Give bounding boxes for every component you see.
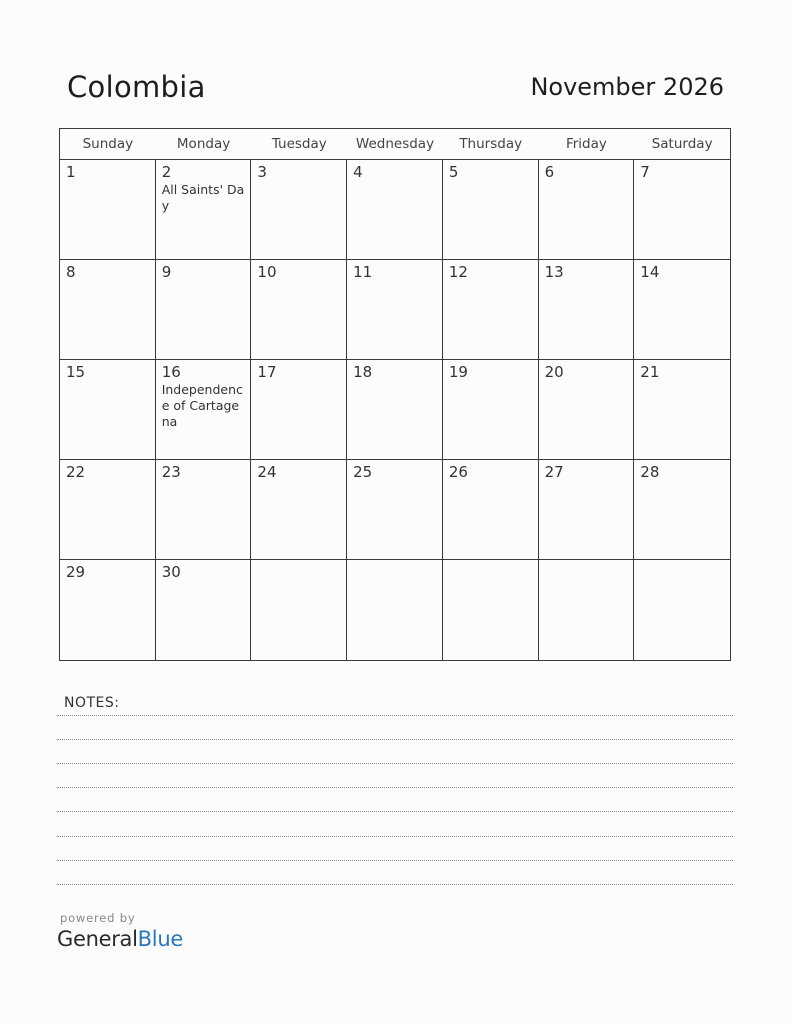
note-line [57, 884, 733, 885]
note-line [57, 811, 733, 812]
day-number: 15 [66, 363, 86, 381]
day-cell [634, 460, 730, 560]
empty-day-cell [251, 560, 347, 660]
day-number: 19 [448, 363, 468, 381]
note-line [57, 739, 733, 740]
day-number: 23 [161, 463, 181, 481]
day-cell [251, 260, 347, 360]
day-cell [60, 160, 156, 260]
day-cell [539, 360, 635, 460]
day-cell [634, 260, 730, 360]
day-cell [443, 160, 539, 260]
weekday-wednesday: Wednesday [355, 136, 435, 152]
month-year-title: November 2026 [530, 73, 724, 101]
note-line [57, 860, 733, 861]
day-cell [156, 460, 252, 560]
day-number: 27 [544, 463, 564, 481]
day-number: 6 [544, 163, 555, 181]
brand-logo-blue: Blue [137, 927, 183, 951]
day-cell [443, 460, 539, 560]
day-cell [539, 160, 635, 260]
day-number: 9 [161, 263, 172, 281]
day-number: 14 [640, 263, 660, 281]
day-cell [347, 360, 443, 460]
day-cell [347, 260, 443, 360]
day-cell [251, 160, 347, 260]
day-cell [634, 360, 730, 460]
empty-day-cell [443, 560, 539, 660]
day-cell [539, 260, 635, 360]
day-number: 7 [640, 163, 650, 181]
note-line [57, 715, 733, 716]
day-number: 1 [66, 163, 76, 181]
weekday-sunday: Sunday [82, 136, 134, 152]
day-cell [443, 360, 539, 460]
weekday-tuesday: Tuesday [271, 136, 327, 152]
day-number: 16 [161, 363, 181, 381]
day-number: 12 [448, 263, 468, 281]
day-cell [60, 360, 156, 460]
day-number: 21 [640, 363, 660, 381]
day-cell [156, 160, 252, 260]
calendar-body [60, 160, 730, 660]
day-cell [156, 260, 252, 360]
day-cell [443, 260, 539, 360]
day-cell [347, 460, 443, 560]
day-cell [156, 360, 252, 460]
day-number: 18 [353, 363, 373, 381]
day-number: 5 [448, 163, 459, 181]
day-number: 30 [161, 563, 181, 581]
powered-by-text: powered by [60, 911, 136, 925]
day-cell [347, 160, 443, 260]
day-number: 22 [66, 463, 86, 481]
weekday-thursday: Thursday [459, 136, 523, 152]
weekday-friday: Friday [565, 136, 607, 152]
day-cell [60, 560, 156, 660]
day-cell [539, 460, 635, 560]
day-number: 24 [257, 463, 277, 481]
weekday-monday: Monday [176, 136, 231, 152]
holiday-label: All Saints' Day [161, 182, 245, 213]
day-number: 11 [353, 263, 373, 281]
day-number: 25 [353, 463, 373, 481]
empty-day-cell [347, 560, 443, 660]
day-number: 17 [257, 363, 277, 381]
empty-day-cell [634, 560, 730, 660]
note-line [57, 836, 733, 837]
day-cell [634, 160, 730, 260]
day-cell [60, 260, 156, 360]
day-number: 8 [66, 263, 76, 281]
weekday-saturday: Saturday [651, 136, 713, 152]
day-number: 4 [353, 163, 363, 181]
day-number: 26 [448, 463, 468, 481]
brand-logo [57, 927, 183, 951]
holiday-label: Independence of Cartagena [161, 382, 243, 429]
note-line [57, 787, 733, 788]
day-number: 2 [161, 163, 172, 181]
calendar-grid [59, 128, 731, 661]
day-number: 3 [257, 163, 267, 181]
notes-label: NOTES: [64, 695, 120, 711]
day-cell [60, 460, 156, 560]
weekday-header-row [60, 129, 730, 160]
country-title: Colombia [67, 70, 206, 104]
day-number: 28 [640, 463, 660, 481]
day-cell [156, 560, 252, 660]
day-number: 13 [544, 263, 564, 281]
note-line [57, 763, 733, 764]
day-number: 20 [544, 363, 564, 381]
day-number: 29 [66, 563, 86, 581]
brand-logo-general: General [57, 927, 138, 951]
day-cell [251, 460, 347, 560]
day-cell [251, 360, 347, 460]
day-number: 10 [257, 263, 277, 281]
empty-day-cell [539, 560, 635, 660]
